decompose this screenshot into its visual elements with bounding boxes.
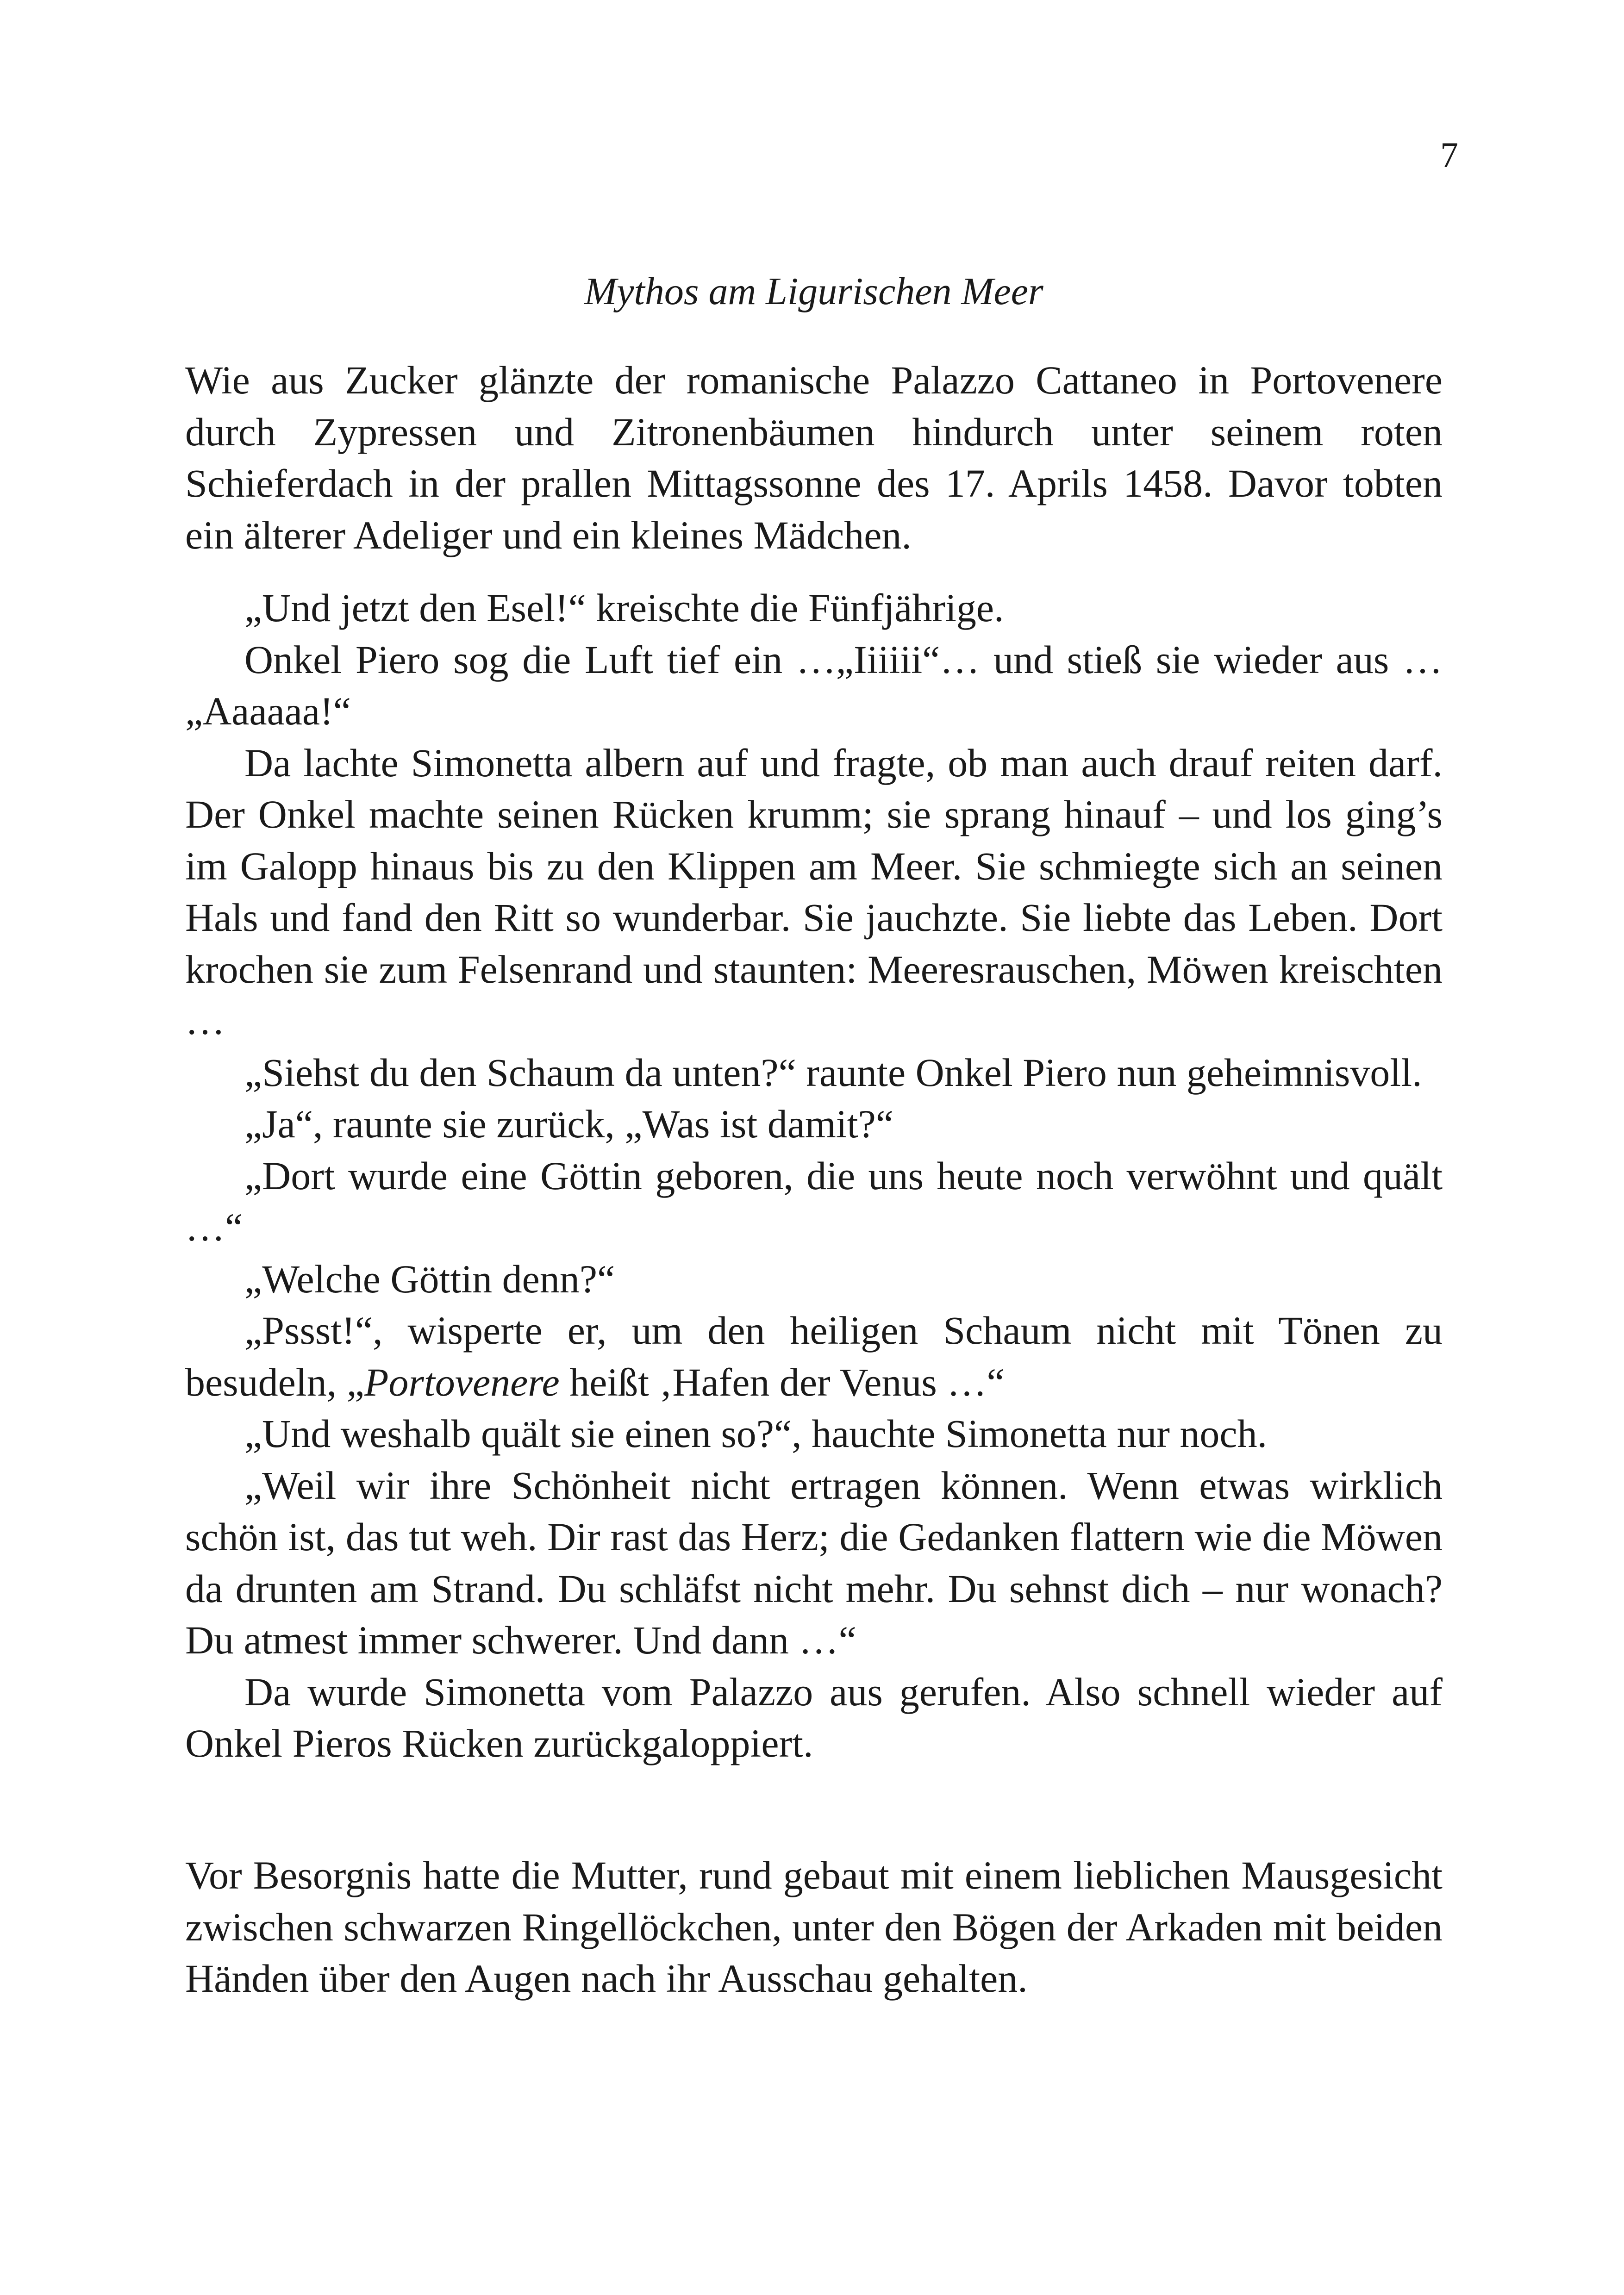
dialogue-line: „Siehst du den Schaum da unten?“ raunte Onkel Piero nun geheimnisvoll. — [244, 1050, 1422, 1095]
paragraph: Wie aus Zucker glänzte der romanische Palazzo Cattaneo in Portovenere durch Zypressen und Zitronenbäumen hindurch unter seinem roten Schieferdach in der prallen Mittagssonne des 17. Aprils 1458. Davor tobten ein älterer Adeliger und ein kleines Mädchen. — [185, 358, 1443, 557]
opening-paragraph — [185, 355, 1443, 561]
dialogue-line: „Weil wir ihre Schönheit nicht ertragen können. Wenn etwas wirklich schön ist, das tut weh. Dir rast das Herz; die Gedanken flattern wie die Möwen da drunten am Strand. Du schläfst nicht mehr. Du sehnst dich – nur wonach? Du atmest immer schwerer. Und dann …“ — [185, 1463, 1443, 1662]
dialogue-line: Onkel Piero sog die Luft tief ein …„Iiiiii“… und stieß sie wieder aus … „Aaaaaa!“ — [185, 637, 1443, 733]
dialogue-line: Da wurde Simonetta vom Palazzo aus gerufen. Also schnell wieder auf Onkel Pieros Rücken zurückgaloppiert. — [185, 1669, 1443, 1765]
closing-paragraph — [185, 1850, 1443, 2005]
dialogue-section — [185, 582, 1443, 1770]
portovenere-italic: Portovenere — [364, 1360, 560, 1404]
dialogue-text: „Pssst!“, wisperte er, um den heiligen Schaum nicht mit Tönen zu besudeln, „ — [185, 1308, 1443, 1404]
dialogue-line-portovenere — [185, 1305, 1443, 1408]
dialogue-line: „Und jetzt den Esel!“ kreischte die Fünfjährige. — [244, 586, 1004, 630]
dialogue-line: „Welche Göttin denn?“ — [244, 1256, 615, 1301]
dialogue-line: „Ja“, raunte sie zurück, „Was ist damit?“ — [244, 1102, 893, 1146]
dialogue-line: „Und weshalb quält sie einen so?“, hauchte Simonetta nur noch. — [244, 1411, 1268, 1456]
paragraph: Vor Besorgnis hatte die Mutter, rund gebaut mit einem lieblichen Mausgesicht zwischen schwarzen Ringellöckchen, unter den Bögen der Arkaden mit beiden Händen über den Augen nach ihr Ausschau gehalten. — [185, 1853, 1443, 2001]
page-number: 7 — [1440, 135, 1458, 175]
dialogue-line: „Dort wurde eine Göttin geboren, die uns heute noch verwöhnt und quält …“ — [185, 1153, 1443, 1249]
chapter-title: Mythos am Ligurischen Meer — [584, 270, 1043, 313]
dialogue-text: heißt ‚Hafen der Venus …“ — [559, 1360, 1005, 1404]
dialogue-line: Da lachte Simonetta albern auf und fragte, ob man auch drauf reiten darf. Der Onkel machte seinen Rücken krumm; sie sprang hinauf – und los ging’s im Galopp hinaus bis zu den Klippen am Meer. Sie schmiegte sich an seinen Hals und fand den Ritt so wunderbar. Sie jauchzte. Sie liebte das Leben. Dort krochen sie zum Felsenrand und staunten: Meeresrauschen, Möwen kreischten … — [185, 740, 1443, 1043]
